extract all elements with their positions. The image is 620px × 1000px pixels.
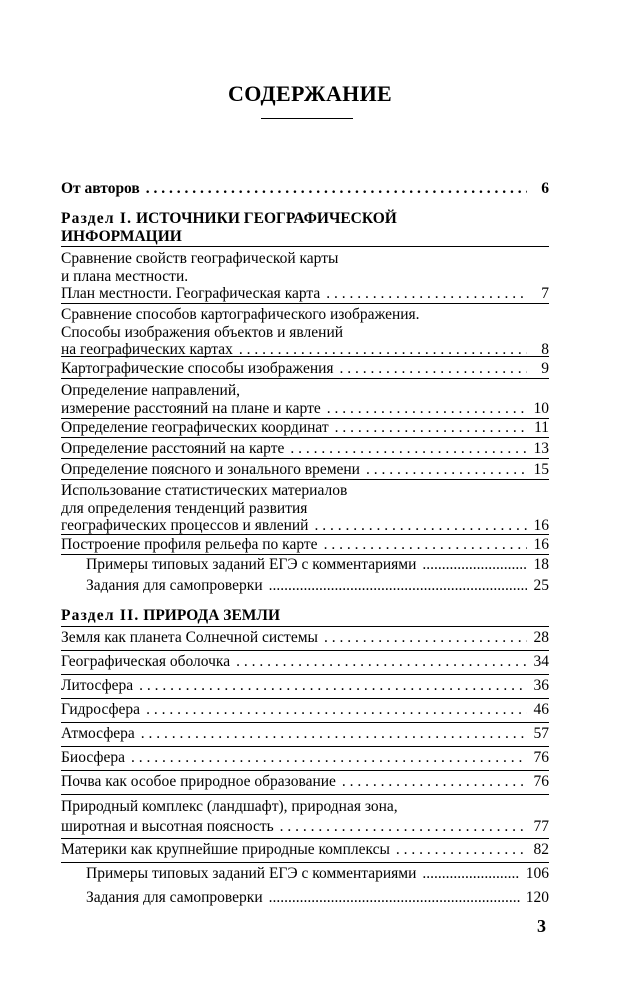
dot-leader — [280, 817, 527, 837]
dot-leader — [396, 841, 527, 859]
toc-entry[interactable] — [61, 653, 549, 671]
toc-page-number: 11 — [534, 419, 549, 436]
dot-leader — [146, 180, 527, 198]
toc-entry-title: измерение расстояний на плане и карте — [61, 399, 321, 417]
toc-entry-line: Сравнение способов картографического изображения. — [61, 306, 420, 323]
toc-page-number: 8 — [541, 341, 549, 358]
toc-entry-title: на географических картах — [61, 341, 233, 358]
toc-entry[interactable] — [61, 677, 549, 695]
toc-entry[interactable] — [61, 461, 549, 479]
dot-leader — [269, 577, 527, 595]
toc-entry-title: Картографические способы изображения — [61, 360, 334, 377]
toc-entry-title: Определение географических координат — [61, 419, 329, 436]
dot-leader — [269, 889, 520, 907]
toc-separator — [61, 437, 549, 438]
toc-entry-title: Примеры типовых заданий ЕГЭ с комментариями — [86, 556, 417, 573]
toc-entry-line: Определение направлений, — [61, 382, 241, 399]
dot-leader — [141, 725, 527, 743]
dot-leader — [422, 865, 519, 883]
section-1-title-line2: ИНФОРМАЦИИ — [61, 227, 182, 245]
toc-page-number: 9 — [541, 360, 549, 377]
toc-entry-title: Построение профиля рельефа по карте — [61, 536, 318, 553]
toc-separator — [61, 674, 549, 675]
toc-entry[interactable] — [61, 841, 549, 859]
toc-entry[interactable] — [61, 482, 549, 535]
toc-page-number: 13 — [533, 440, 549, 457]
toc-entry-title: Задания для самопроверки — [86, 577, 263, 594]
toc-entry[interactable] — [61, 382, 549, 417]
toc-page-number: 57 — [533, 725, 549, 742]
toc-separator — [61, 794, 549, 795]
toc-entry[interactable] — [61, 701, 549, 719]
toc-entry[interactable] — [61, 360, 549, 378]
toc-page-number: 18 — [533, 556, 549, 573]
toc-entry[interactable] — [61, 250, 549, 303]
toc-separator — [61, 650, 549, 651]
toc-page-number: 28 — [533, 629, 549, 646]
section-1-heading[interactable] — [61, 210, 549, 245]
toc-entry-line: и плана местности. — [61, 267, 189, 285]
toc-entry[interactable] — [61, 773, 549, 791]
toc-page-number: 106 — [525, 865, 549, 882]
toc-entry[interactable] — [61, 419, 549, 437]
toc-separator — [61, 458, 549, 459]
dot-leader — [340, 360, 527, 378]
toc-entry[interactable] — [61, 440, 549, 458]
toc-entry-sub[interactable] — [86, 556, 549, 574]
toc-entry[interactable] — [61, 797, 549, 837]
toc-entry-authors[interactable] — [61, 180, 549, 198]
toc-entry-line: Природный комплекс (ландшафт), природная зона, — [61, 798, 398, 815]
toc-entry[interactable] — [61, 725, 549, 743]
toc-separator — [61, 534, 549, 535]
toc-entry-sub[interactable] — [86, 577, 549, 595]
toc-entry-title: Материки как крупнейшие природные комплексы — [61, 841, 390, 858]
toc-entry-title: Определение расстояний на карте — [61, 440, 285, 457]
toc-page-number: 77 — [533, 818, 549, 835]
toc-page-number: 16 — [533, 517, 549, 534]
toc-entry[interactable] — [61, 306, 549, 359]
toc-entry[interactable] — [61, 536, 549, 554]
toc-entry[interactable] — [61, 629, 549, 647]
toc-separator — [61, 770, 549, 771]
section-1-rule — [61, 246, 549, 247]
section-2-rule — [61, 626, 549, 627]
section-1-prefix: Раздел I. — [61, 210, 133, 227]
section-1-title-line1: ИСТОЧНИКИ ГЕОГРАФИЧЕСКОЙ — [136, 210, 397, 227]
toc-separator — [61, 862, 549, 863]
toc-entry-title: Земля как планета Солнечной системы — [61, 629, 318, 646]
dot-leader — [314, 517, 527, 535]
dot-leader — [324, 536, 527, 554]
toc-entry-title: широтная и высотная поясность — [61, 818, 274, 835]
dot-leader — [324, 629, 527, 647]
toc-entry-line: Способы изображения объектов и явлений — [61, 323, 344, 341]
toc-separator — [61, 698, 549, 699]
toc-separator — [61, 746, 549, 747]
dot-leader — [131, 749, 527, 767]
toc-page-number: 76 — [533, 749, 549, 766]
toc-separator — [61, 303, 549, 304]
toc-page-number: 34 — [533, 653, 549, 670]
toc-entry-line: для определения тенденций развития — [61, 499, 308, 517]
toc-entry-title: Гидросфера — [61, 701, 141, 718]
toc-page-number: 16 — [533, 536, 549, 553]
toc-entry-title: Литосфера — [61, 677, 134, 694]
toc-page-number: 120 — [525, 889, 549, 906]
toc-separator — [61, 378, 549, 379]
dot-leader — [290, 440, 527, 458]
toc-separator — [61, 479, 549, 480]
toc-entry-title: Биосфера — [61, 749, 125, 766]
toc-entry-title: Географическая оболочка — [61, 653, 231, 670]
toc-entry-title: Примеры типовых заданий ЕГЭ с комментариями — [86, 865, 417, 882]
toc-entry-line: Сравнение свойств географической карты — [61, 250, 339, 267]
toc-page-number: 15 — [533, 461, 549, 478]
dot-leader — [326, 285, 527, 303]
toc-entry-title: Определение поясного и зонального времени — [61, 461, 360, 478]
toc-entry-line: Использование статистических материалов — [61, 482, 348, 499]
toc-page-number: 7 — [541, 285, 549, 302]
section-2-heading[interactable] — [61, 607, 549, 625]
toc-entry-title: географических процессов и явлений — [61, 517, 309, 534]
toc-page-number: 10 — [533, 399, 549, 417]
toc-entry-title: От авторов — [61, 180, 140, 197]
dot-leader — [366, 461, 527, 479]
page-number: 3 — [537, 916, 546, 936]
toc-entry-sub[interactable] — [86, 865, 549, 883]
toc-separator — [61, 356, 549, 357]
page-title: СОДЕРЖАНИЕ — [228, 81, 392, 106]
dot-leader — [342, 773, 527, 791]
toc-entry[interactable] — [61, 749, 549, 767]
dot-leader — [335, 419, 527, 437]
dot-leader — [139, 677, 527, 695]
toc-separator — [61, 838, 549, 839]
toc-entry-title: Почва как особое природное образование — [61, 773, 336, 790]
toc-entry-sub[interactable] — [86, 889, 549, 907]
dot-leader — [236, 653, 527, 671]
toc-entry-title: Атмосфера — [61, 725, 135, 742]
toc-page-number: 36 — [533, 677, 549, 694]
toc-page-number: 76 — [533, 773, 549, 790]
title-underline — [261, 118, 353, 119]
section-2-prefix: Раздел II. — [61, 607, 140, 624]
section-2-title: ПРИРОДА ЗЕМЛИ — [143, 607, 281, 624]
toc-separator — [61, 554, 549, 555]
dot-leader — [327, 400, 527, 418]
toc-page-number: 82 — [533, 841, 549, 858]
dot-leader — [146, 701, 527, 719]
dot-leader — [422, 556, 527, 574]
toc-entry-title: Задания для самопроверки — [86, 889, 263, 906]
toc-separator — [61, 722, 549, 723]
toc-page-number: 46 — [533, 701, 549, 718]
toc-page-number: 25 — [533, 577, 549, 594]
toc-page-number: 6 — [541, 180, 549, 197]
toc-entry-title: План местности. Географическая карта — [61, 285, 321, 302]
